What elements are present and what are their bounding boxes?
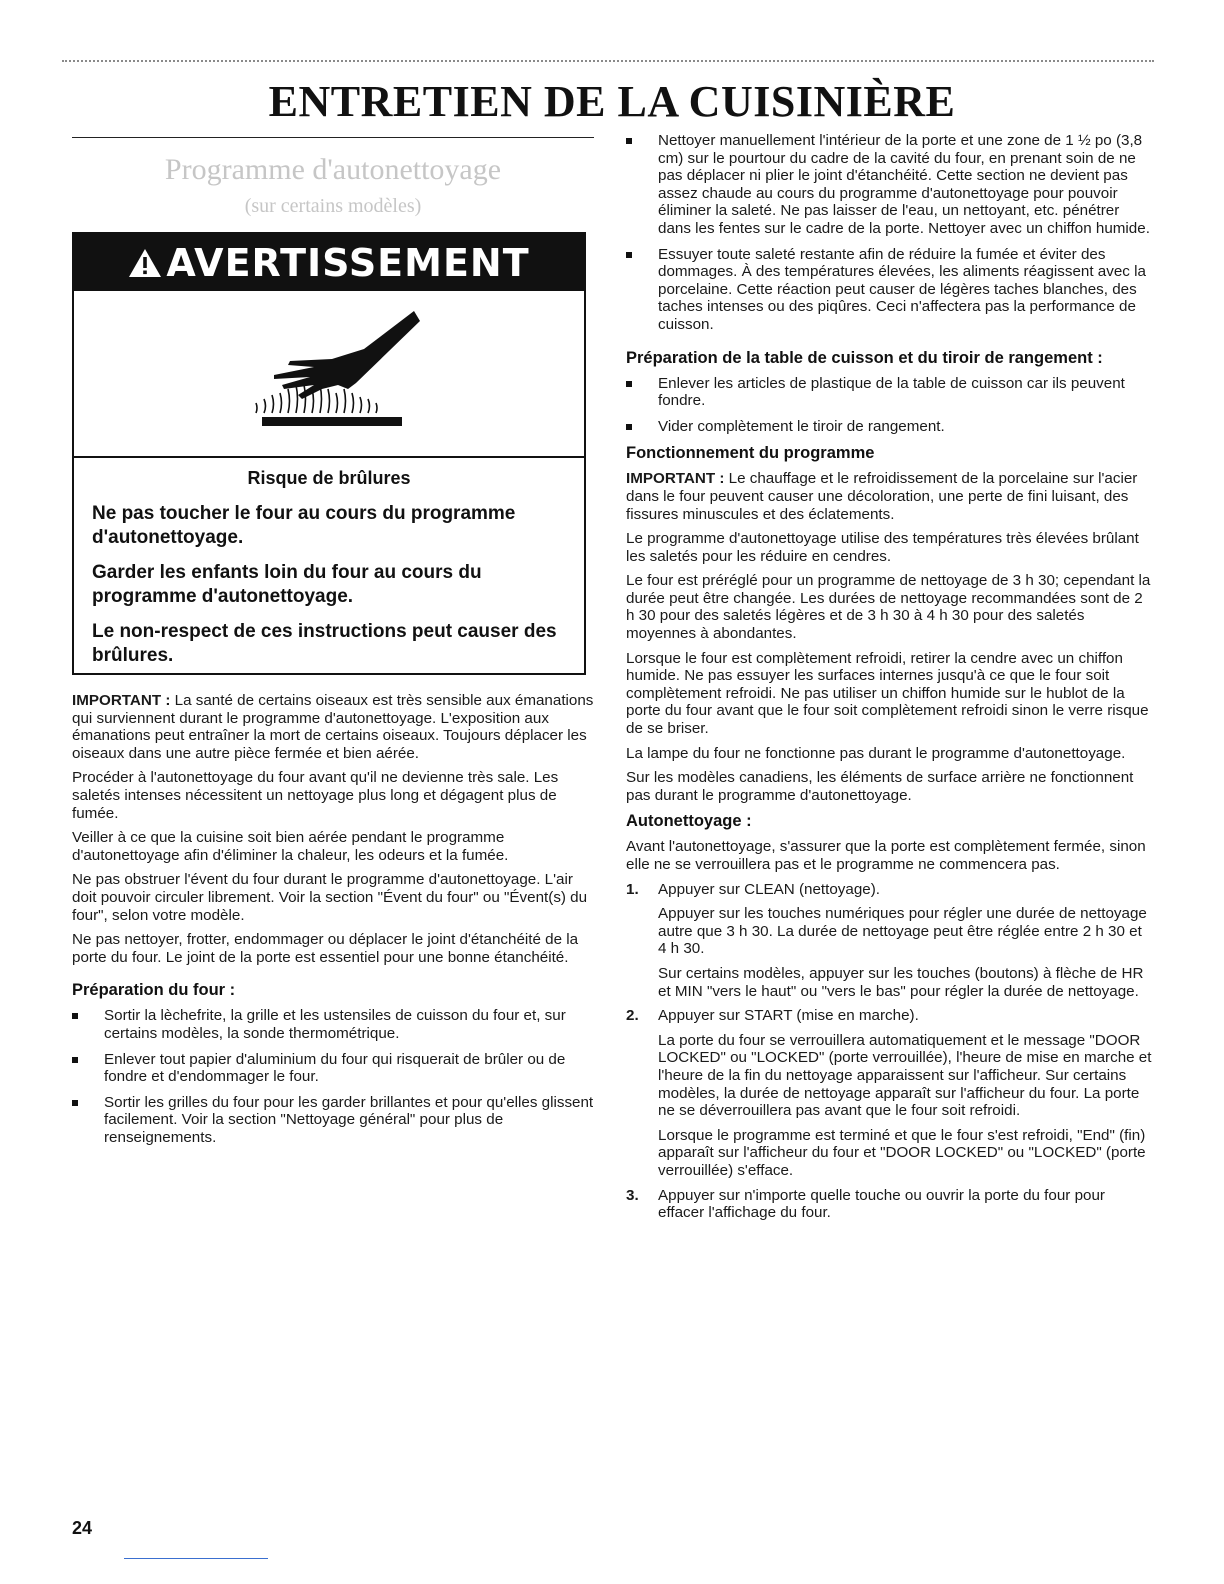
list-item [626, 246, 1152, 334]
warning-line: Garder les enfants loin du four au cours du programme d'autonettoyage. [92, 562, 482, 607]
hot-surface-hand-icon [244, 309, 424, 439]
paragraph: Procéder à l'autonettoyage du four avant qu'il ne devienne très sale. Les saletés intenses nécessitent un nettoyage plus long et dégagent plus de fumée. [72, 769, 559, 822]
list-item-text: Vider complètement le tiroir de rangement. [658, 417, 945, 435]
list-item-text: Sortir la lèchefrite, la grille et les ustensiles de cuisson du four et, sur certains modèles, la sonde thermométrique. [104, 1007, 566, 1042]
warning-image [74, 291, 584, 458]
warning-header [74, 234, 584, 291]
bullet-icon [626, 138, 632, 144]
step-detail: Appuyer sur les touches numériques pour régler une durée de nettoyage autre que 3 h 30. La durée de nettoyage peut être réglée entre 2 h 30 et 4 h 30. [658, 905, 1147, 958]
list-item-text: Nettoyer manuellement l'intérieur de la porte et une zone de 1 ½ po (3,8 cm) sur le pourtour du cadre de la cavité du four, en prenant soin de ne pas déplacer ni plier le joint d'étanchéité. Cette section ne devient pas assez chaude au cours du programme d'autonettoyage pour pouvoir éliminer la saleté. Ne pas laisser de l'eau, un nettoyant, etc. pénétrer dans les fentes sur le cadre de la porte. Nettoyer avec un chiffon humide. [658, 132, 1150, 237]
left-column [72, 692, 594, 1154]
title-rule [72, 137, 594, 138]
paragraph: Le programme d'autonettoyage utilise des températures très élevées brûlant les saletés pour les réduire en cendres. [626, 530, 1139, 565]
paragraph: Ne pas nettoyer, frotter, endommager ou déplacer le joint d'étanchéité de la porte du four. Le joint de la porte est essentiel pour une bonne étanchéité. [72, 931, 579, 966]
page-number: 24 [72, 1518, 93, 1538]
bullet-icon [72, 1013, 78, 1019]
list-item [72, 1051, 594, 1086]
section-subtitle: (sur certains modèles) [244, 195, 422, 217]
warning-text [74, 458, 584, 668]
list-item [626, 375, 1152, 410]
list-item [72, 1094, 594, 1147]
list-item-text: Enlever tout papier d'aluminium du four qui risquerait de brûler ou de fondre et d'endommager le four. [104, 1050, 566, 1086]
function-heading: Fonctionnement du programme [626, 444, 875, 463]
paragraph: Sur les modèles canadiens, les éléments de surface arrière ne fonctionnent pas durant le programme d'autonettoyage. [626, 769, 1134, 804]
paragraph: Veiller à ce que la cuisine soit bien aérée pendant le programme d'autonettoyage afin d'éliminer la chaleur, les odeurs et la fumée. [72, 829, 509, 864]
important-label: IMPORTANT : [72, 692, 171, 709]
prep-heading: Préparation du four : [72, 981, 236, 1000]
important-text: La santé de certains oiseaux est très sensible aux émanations qui surviennent durant le programme d'autonettoyage. L'exposition aux émanations peut entraîner la mort de certains oiseaux. Toujours déplacer les oiseaux dans une autre pièce fermée et bien aérée. [72, 692, 594, 762]
step-item [626, 1187, 1152, 1222]
bullet-icon [72, 1100, 78, 1106]
list-item-text: Sortir les grilles du four pour les garder brillantes et pour qu'elles glissent facilement. Voir la section "Nettoyage général" pour plus de renseignements. [104, 1093, 594, 1146]
step-detail: La porte du four se verrouillera automatiquement et le message "DOOR LOCKED" ou "LOCKED" (porte verrouillée), l'heure de mise en marche et l'heure de la fin du nettoyage apparaissent sur l'afficheur. Sur certains modèles, la durée de nettoyage apparaît sur l'afficheur du four. La porte ne se déverrouillera pas avant que le four soit refroidi. [658, 1031, 1152, 1120]
paragraph: Ne pas obstruer l'évent du four durant le programme d'autonettoyage. L'air doit pouvoir circuler librement. Voir la section "Évent du four" ou "Évent(s) du four", selon votre modèle. [72, 871, 588, 924]
list-item [626, 418, 1152, 436]
cooktop-prep-heading: Préparation de la table de cuisson et du tiroir de rangement : [626, 348, 1103, 367]
step-number: 2. [626, 1007, 639, 1025]
top-dotted-rule [62, 60, 1154, 62]
important-text: Le chauffage et le refroidissement de la porcelaine sur l'acier dans le four peuvent causer une décoloration, une perte de fini luisant, des fissures minuscules et des éclatements. [626, 470, 1138, 523]
important-paragraph [72, 692, 594, 762]
warning-risk: Risque de brûlures [247, 468, 411, 488]
step-detail: Sur certains modèles, appuyer sur les touches (boutons) à flèche de HR et MIN "vers le haut" ou "vers le bas" pour régler la durée de nettoyage. [658, 964, 1144, 1000]
step-text: Appuyer sur CLEAN (nettoyage). [658, 880, 881, 898]
bullet-icon [626, 252, 632, 258]
warning-triangle-icon [128, 247, 162, 279]
important-paragraph [626, 470, 1152, 523]
paragraph: Avant l'autonettoyage, s'assurer que la porte est complètement fermée, sinon elle ne se verrouillera pas et le programme ne commencera pas. [626, 838, 1146, 873]
warning-header-label: AVERTISSEMENT [166, 240, 530, 285]
paragraph: Lorsque le four est complètement refroidi, retirer la cendre avec un chiffon humide. Ne pas essuyer les surfaces internes jusqu'à ce que le four soit complètement refroidi. Ne pas utiliser un chiffon humide sur le hublot de la porte du four avant que le four soit complètement refroidi sinon le verre risque de se briser. [626, 649, 1149, 738]
step-detail: Lorsque le programme est terminé et que le four s'est refroidi, "End" (fin) apparaît sur l'afficheur du four et "DOOR LOCKED" ou "LOCKED" (porte verrouillée) s'efface. [658, 1126, 1146, 1179]
step-text: Appuyer sur START (mise en marche). [658, 1007, 919, 1025]
important-label: IMPORTANT : [626, 470, 725, 488]
paragraph: Le four est préréglé pour un programme de nettoyage de 3 h 30; cependant la durée peut être changée. Les durées de nettoyage recommandées sont de 2 h 30 pour des saletés légères et de 3 h 30 à 4 h 30 pour des saletés moyennes à abondantes. [626, 572, 1151, 643]
step-item [626, 881, 1152, 899]
warning-line: Le non-respect de ces instructions peut causer des brûlures. [92, 621, 557, 666]
warning-box [72, 232, 586, 675]
bullet-icon [626, 424, 632, 430]
self-clean-heading: Autonettoyage : [626, 812, 752, 831]
footer-link-line [124, 1558, 268, 1559]
right-column [626, 132, 1152, 1229]
step-text: Appuyer sur n'importe quelle touche ou ouvrir la porte du four pour effacer l'affichage du four. [658, 1186, 1105, 1222]
bullet-icon [626, 381, 632, 387]
section-title: Programme d'autonettoyage [164, 153, 502, 186]
step-number: 3. [626, 1186, 639, 1204]
page-title: ENTRETIEN DE LA CUISINIÈRE [268, 77, 956, 126]
step-item [626, 1007, 1152, 1025]
list-item-text: Essuyer toute saleté restante afin de réduire la fumée et éviter des dommages. À des températures élevées, les aliments réagissent avec la porcelaine. Cette réaction peut causer de légères taches blanches, des taches intenses ou des piqûres. Ceci n'affectera pas la performance de cuisson. [658, 245, 1146, 333]
list-item [626, 132, 1152, 238]
paragraph: La lampe du four ne fonctionne pas durant le programme d'autonettoyage. [626, 744, 1126, 762]
bullet-icon [72, 1057, 78, 1063]
list-item-text: Enlever les articles de plastique de la table de cuisson car ils peuvent fondre. [658, 374, 1125, 410]
list-item [72, 1007, 594, 1042]
warning-line: Ne pas toucher le four au cours du programme d'autonettoyage. [92, 503, 516, 548]
step-number: 1. [626, 880, 639, 898]
